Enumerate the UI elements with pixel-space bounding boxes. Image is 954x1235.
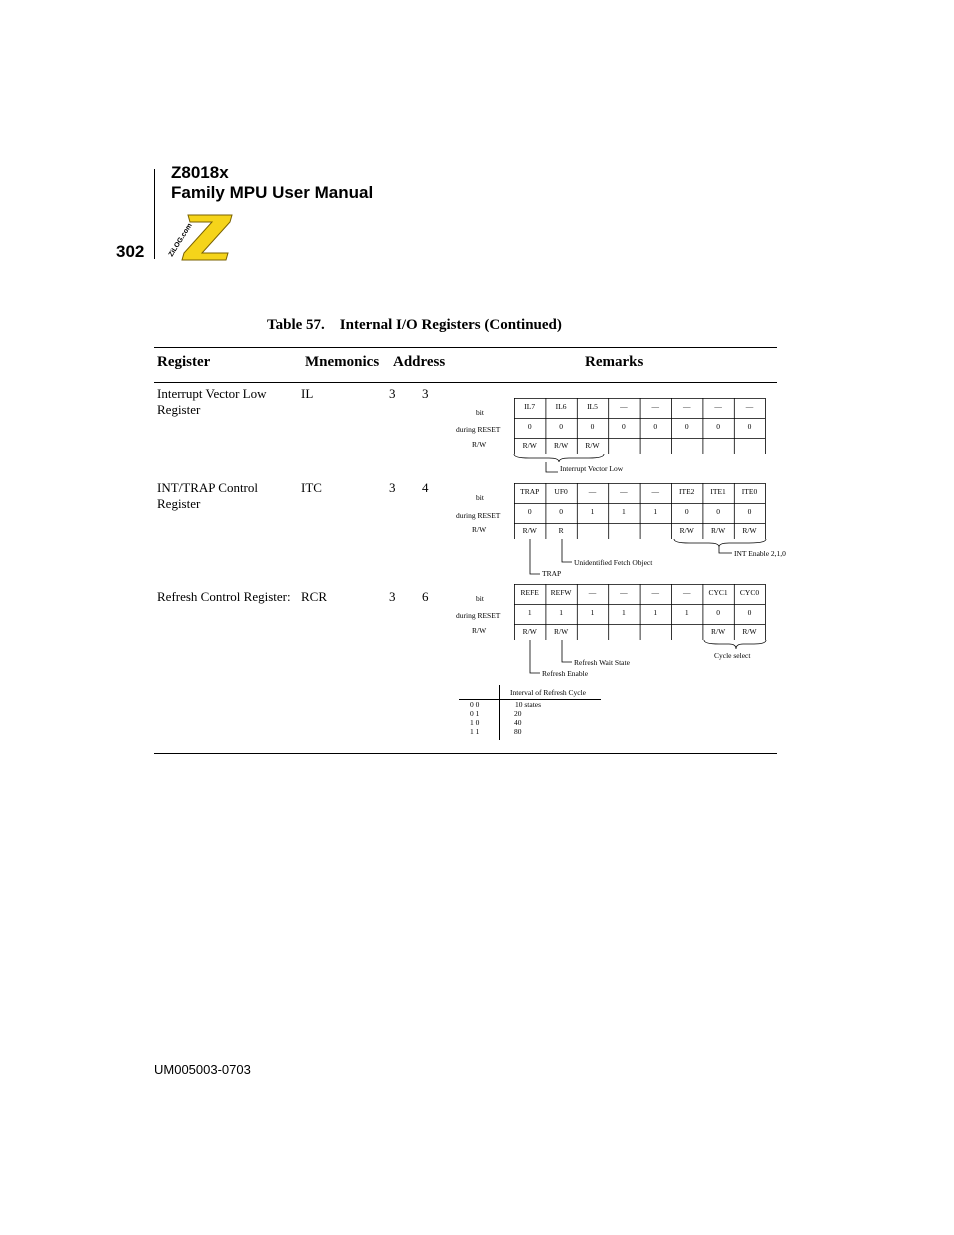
access-type: R/W [742,526,757,535]
interval-value: 80 [514,727,522,736]
bit-name: — [745,402,754,411]
register-name: Refresh Control Register: [157,589,291,604]
access-type: R [558,526,564,535]
bit-name: ITE0 [741,487,758,496]
bit-name: — [682,588,691,597]
reset-label: during RESET [456,425,501,434]
bit-name: — [620,402,628,411]
page-number: 302 [116,242,145,261]
access-type: R/W [679,526,694,535]
address-low: 6 [422,589,429,604]
reset-value: 0 [527,422,532,431]
reset-value: 0 [684,422,689,431]
column-header-remarks: Remarks [585,354,644,370]
reset-value: 0 [590,422,595,431]
annotation-unidentified-fetch: Unidentified Fetch Object [574,558,653,567]
bit-name: — [588,588,597,597]
reset-value: 0 [559,422,563,431]
address-low: 3 [422,386,429,401]
column-header-address: Address [393,354,446,370]
bit-name: TRAP [520,487,540,496]
interval-table-header: Interval of Refresh Cycle [510,688,587,697]
register-name: Interrupt Vector Low Register [157,386,267,417]
rw-label: R/W [472,626,487,635]
access-type: R/W [711,627,726,636]
rw-label: R/W [472,440,487,449]
reset-value: 1 [527,608,532,617]
bit-name: IL5 [587,402,598,411]
reset-value: 0 [622,422,626,431]
bit-name: — [620,487,628,496]
bit-name: IL6 [555,402,567,411]
mnemonic: IL [301,386,314,401]
access-type: R/W [711,526,726,535]
bit-label: bit [476,594,484,603]
annotation-interrupt-vector-low: Interrupt Vector Low [560,464,624,473]
reset-value: 0 [747,608,752,617]
mnemonic: RCR [301,589,328,604]
table-top-rule [154,347,777,348]
access-type: R/W [522,627,537,636]
mnemonic: ITC [301,480,322,495]
bit-name: REFW [550,588,572,597]
interval-value: 20 [514,709,522,718]
zilog-logo [166,213,234,261]
bit-name: — [620,588,628,597]
document-id: UM005003-0703 [154,1062,251,1077]
column-header-mnemonics: Mnemonics [305,354,380,370]
column-header-register: Register [157,354,211,370]
table-header-rule [154,382,777,383]
annotation-trap: TRAP [542,569,562,578]
bit-label: bit [476,493,484,502]
interval-value: 40 [514,718,522,727]
bit-name: — [651,588,660,597]
reset-value: 0 [716,422,720,431]
register-bit-diagram [514,584,766,640]
access-type: R/W [585,441,600,450]
bit-name: CYC0 [739,588,760,597]
access-type: R/W [554,627,569,636]
access-type: R/W [742,627,757,636]
reset-label: during RESET [456,511,501,520]
register-bit-diagram [514,483,766,539]
manual-title: Z8018x [171,163,229,182]
access-type: R/W [522,441,537,450]
reset-value: 0 [559,507,563,516]
address-low: 4 [422,480,429,495]
reset-value: 0 [747,422,752,431]
bit-name: ITE1 [710,487,726,496]
reset-value: 1 [559,608,563,617]
reset-label: during RESET [456,611,501,620]
reset-value: 1 [590,507,595,516]
reset-value: 1 [653,507,658,516]
bit-name: UF0 [554,487,568,496]
interval-value: 10 states [515,700,542,709]
interval-code: 0 1 [470,709,480,718]
bit-name: — [714,402,722,411]
reset-value: 0 [527,507,532,516]
reset-value: 1 [622,608,626,617]
bit-name: — [588,487,597,496]
reset-value: 0 [716,608,720,617]
reset-value: 1 [653,608,658,617]
access-type: R/W [522,526,537,535]
reset-value: 1 [684,608,689,617]
reset-value: 0 [653,422,658,431]
annotation-refresh-wait-state: Refresh Wait State [574,658,630,667]
bit-name: ITE2 [678,487,695,496]
address-high: 3 [389,480,396,495]
access-type: R/W [554,441,569,450]
address-high: 3 [389,589,396,604]
bit-name: CYC1 [708,588,728,597]
interval-code: 0 0 [470,700,480,709]
register-name: INT/TRAP Control Register [157,480,258,511]
bit-name: IL7 [524,402,536,411]
annotation-refresh-enable: Refresh Enable [542,669,589,678]
reset-value: 0 [716,507,720,516]
address-high: 3 [389,386,396,401]
bit-name: — [651,402,660,411]
register-bit-diagram [514,398,766,454]
reset-value: 1 [622,507,626,516]
reset-value: 0 [747,507,752,516]
bit-name: — [682,402,691,411]
table-bottom-rule [154,753,777,754]
reset-value: 1 [590,608,595,617]
table-caption: Table 57. Internal I/O Registers (Continued) [267,317,562,333]
svg-text:ZiLOG.com: ZiLOG.com [167,222,194,259]
rw-label: R/W [472,525,487,534]
bit-label: bit [476,408,484,417]
header-rule [154,169,155,259]
reset-value: 0 [684,507,689,516]
annotation-int-enable: INT Enable 2,1,0 [734,549,786,558]
interval-code: 1 1 [470,727,480,736]
interval-table-vrule [499,685,500,740]
bit-name: — [651,487,660,496]
bit-name: REFE [520,588,539,597]
interval-code: 1 0 [470,718,480,727]
annotation-cycle-select: Cycle select [714,651,751,660]
manual-subtitle: Family MPU User Manual [171,183,374,202]
